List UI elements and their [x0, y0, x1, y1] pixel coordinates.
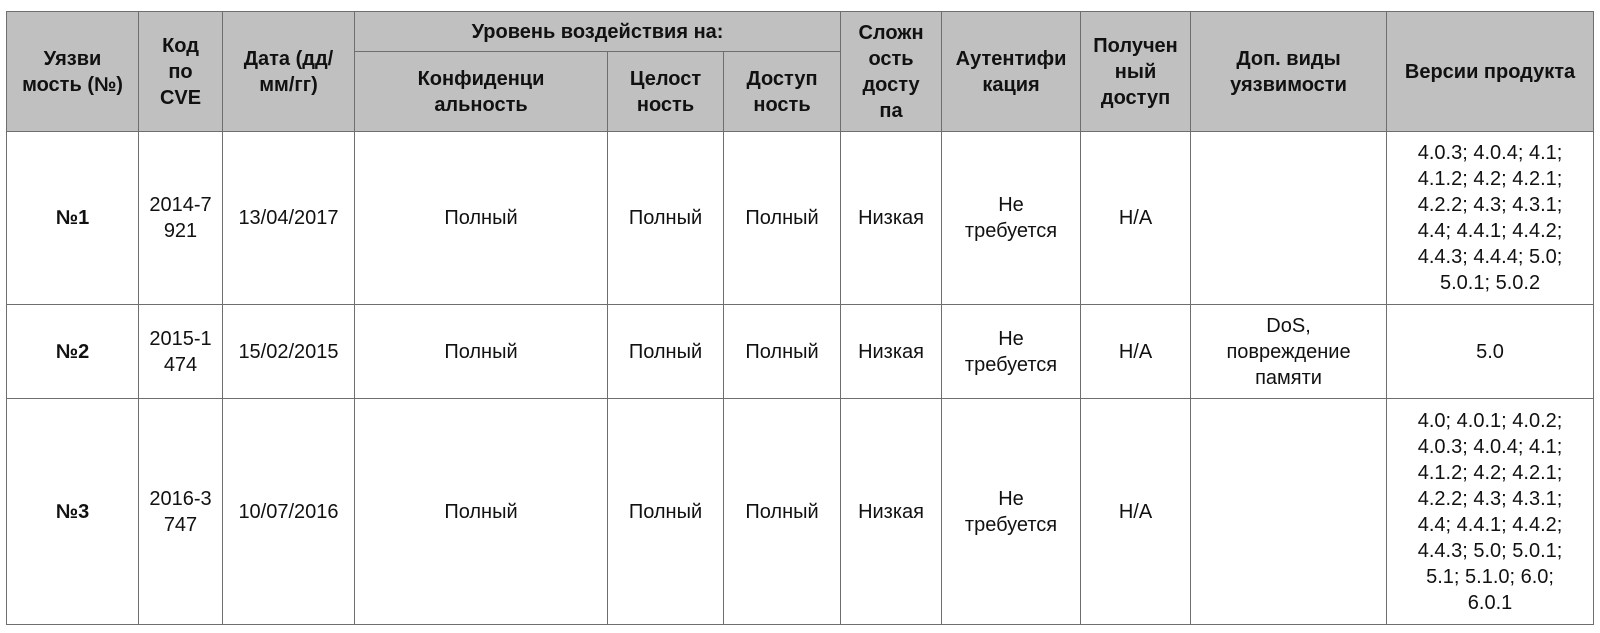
header-impact-group: Уровень воздействия на:: [355, 12, 841, 52]
header-vuln-no: Уязви мость (№): [7, 12, 139, 132]
header-versions: Версии продукта: [1387, 12, 1594, 132]
cell-vuln-no: №1: [7, 132, 139, 305]
cell-authentication: Не требуется: [942, 132, 1081, 305]
cell-gained-access: Н/А: [1081, 305, 1191, 399]
cell-extra-types: DoS, повреждение памяти: [1191, 305, 1387, 399]
cell-vuln-no: №2: [7, 305, 139, 399]
cell-confidentiality: Полный: [355, 305, 608, 399]
cell-complexity: Низкая: [841, 399, 942, 625]
cell-cve: 2014-7 921: [139, 132, 223, 305]
header-confidentiality: Конфиденци альность: [355, 52, 608, 132]
header-cve: Код по CVE: [139, 12, 223, 132]
cell-availability: Полный: [724, 305, 841, 399]
cell-confidentiality: Полный: [355, 399, 608, 625]
cell-date: 13/04/2017: [223, 132, 355, 305]
cell-availability: Полный: [724, 399, 841, 625]
cell-complexity: Низкая: [841, 305, 942, 399]
cell-complexity: Низкая: [841, 132, 942, 305]
header-date: Дата (дд/ мм/гг): [223, 12, 355, 132]
cell-versions: 5.0: [1387, 305, 1594, 399]
table-row: [7, 132, 1594, 305]
cell-date: 10/07/2016: [223, 399, 355, 625]
header-complexity: Сложн ость досту па: [841, 12, 942, 132]
cell-versions: 4.0.3; 4.0.4; 4.1; 4.1.2; 4.2; 4.2.1; 4.2.2; 4.3; 4.3.1; 4.4; 4.4.1; 4.4.2; 4.4.3; 4.4.4; 5.0; 5.0.1; 5.0.2: [1387, 132, 1594, 305]
table-row: [7, 305, 1594, 399]
cell-confidentiality: Полный: [355, 132, 608, 305]
header-extra-types: Доп. виды уязвимости: [1191, 12, 1387, 132]
header-gained-access: Получен ный доступ: [1081, 12, 1191, 132]
header-integrity: Целост ность: [608, 52, 724, 132]
cell-versions: 4.0; 4.0.1; 4.0.2; 4.0.3; 4.0.4; 4.1; 4.1.2; 4.2; 4.2.1; 4.2.2; 4.3; 4.3.1; 4.4; 4.4.1; 4.4.2; 4.4.3; 5.0; 5.0.1; 5.1; 5.1.0; 6.0; 6.0.1: [1387, 399, 1594, 625]
cell-integrity: Полный: [608, 132, 724, 305]
cell-integrity: Полный: [608, 399, 724, 625]
cell-authentication: Не требуется: [942, 399, 1081, 625]
cell-vuln-no: №3: [7, 399, 139, 625]
cell-gained-access: Н/А: [1081, 132, 1191, 305]
cell-extra-types: [1191, 399, 1387, 625]
cell-date: 15/02/2015: [223, 305, 355, 399]
table-row: [7, 399, 1594, 625]
cell-availability: Полный: [724, 132, 841, 305]
header-row-1: [7, 12, 1594, 52]
header-authentication: Аутентифи кация: [942, 12, 1081, 132]
cell-integrity: Полный: [608, 305, 724, 399]
cell-extra-types: [1191, 132, 1387, 305]
cell-cve: 2016-3 747: [139, 399, 223, 625]
cell-gained-access: Н/А: [1081, 399, 1191, 625]
vulnerability-table: [6, 11, 1594, 625]
cell-cve: 2015-1 474: [139, 305, 223, 399]
header-availability: Доступ ность: [724, 52, 841, 132]
cell-authentication: Не требуется: [942, 305, 1081, 399]
